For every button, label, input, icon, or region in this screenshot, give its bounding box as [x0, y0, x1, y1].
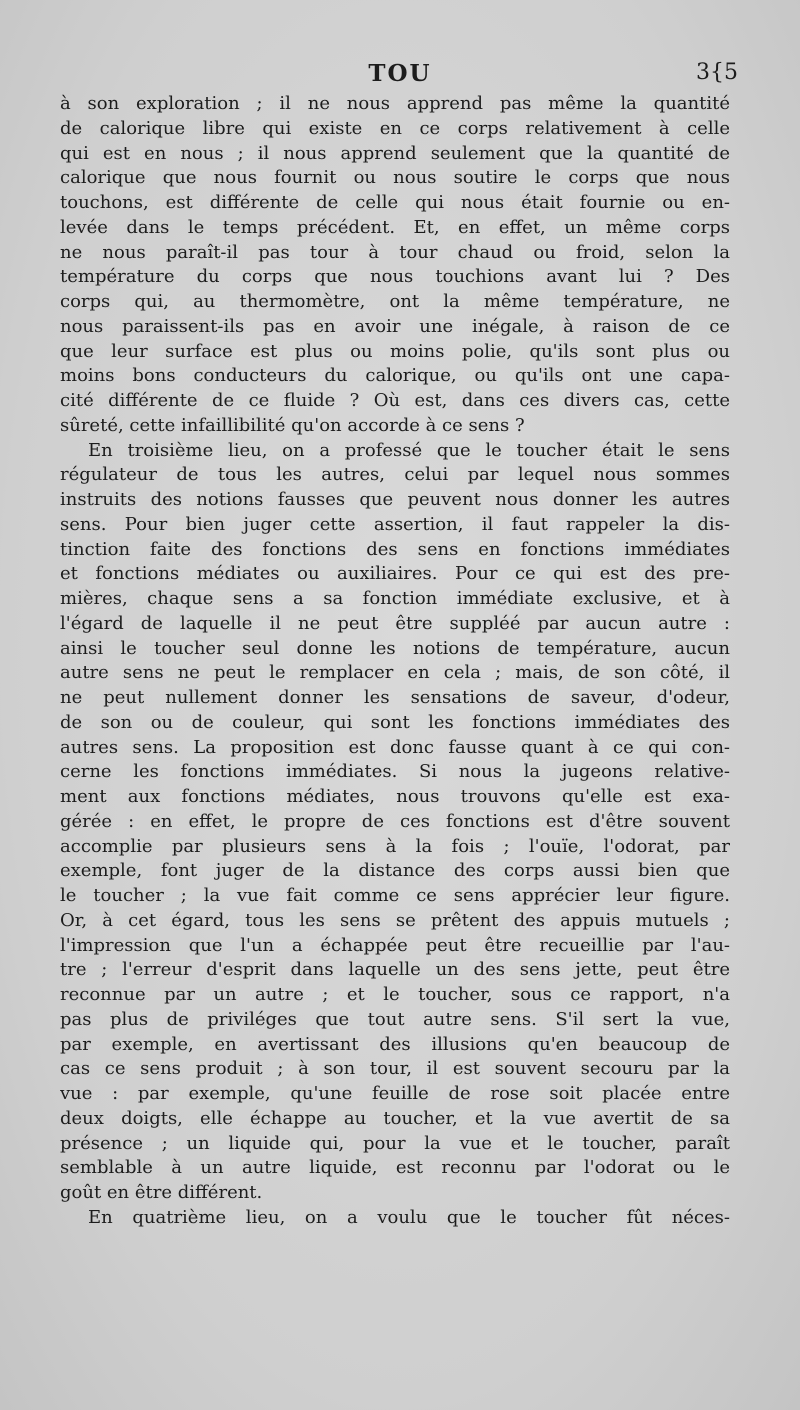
text-line: En quatrième lieu, on a voulu que le toucher fût néces- [88, 1206, 730, 1228]
text-line: que leur surface est plus ou moins polie, qu'ils sont plus ou [60, 340, 730, 362]
text-line: l'impression que l'un a échappée peut être recueillie par l'au- [60, 934, 730, 956]
text-line: cerne les fonctions immédiates. Si nous la jugeons relative- [60, 761, 730, 783]
text-line: En troisième lieu, on a professé que le toucher était le sens [88, 439, 730, 461]
text-line: par exemple, en avertissant des illusions qu'en beaucoup de [60, 1033, 730, 1055]
text-line: ne peut nullement donner les sensations de saveur, d'odeur, [60, 687, 730, 708]
text-line: sens. Pour bien juger cette assertion, il faut rappeler la dis- [60, 513, 730, 535]
text-line: tre ; l'erreur d'esprit dans laquelle un des sens jette, peut être [60, 959, 730, 981]
page-number: 3{5 [696, 60, 738, 85]
text-line: pas plus de priviléges que tout autre sens. S'il sert la vue, [60, 1008, 730, 1030]
text-line: de calorique libre qui existe en ce corps relativement à celle [60, 117, 730, 139]
running-head [60, 58, 740, 92]
text-line: Or, à cet égard, tous les sens se prêtent des appuis mutuels ; [60, 909, 730, 931]
text-line: moins bons conducteurs du calorique, ou qu'ils ont une capa- [60, 365, 730, 387]
text-line: accomplie par plusieurs sens à la fois ; l'ouïe, l'odorat, par [60, 835, 730, 857]
text-line: corps qui, au thermomètre, ont la même température, ne [60, 291, 730, 312]
text-line: ainsi le toucher seul donne les notions de température, aucun [60, 637, 730, 659]
text-line: qui est en nous ; il nous apprend seulement que la quantité de [60, 142, 730, 164]
text-line: nous paraissent-ils pas en avoir une inégale, à raison de ce [60, 315, 730, 337]
text-line: sûreté, cette infaillibilité qu'on accorde à ce sens ? [60, 414, 525, 436]
text-line: tinction faite des fonctions des sens en fonctions immédiates [60, 538, 730, 560]
text-line: à son exploration ; il ne nous apprend pas même la quantité [60, 93, 730, 114]
text-line: de son ou de couleur, qui sont les fonctions immédiates des [60, 711, 730, 733]
text-line: et fonctions médiates ou auxiliaires. Pour ce qui est des pre- [60, 563, 730, 585]
text-line: cas ce sens produit ; à son tour, il est souvent secouru par la [60, 1058, 730, 1080]
text-line: mières, chaque sens a sa fonction immédiate exclusive, et à [60, 588, 730, 609]
text-line: instruits des notions fausses que peuvent nous donner les autres [60, 489, 730, 510]
text-line: température du corps que nous touchions avant lui ? Des [60, 266, 730, 288]
text-line: ment aux fonctions médiates, nous trouvons qu'elle est exa- [60, 786, 730, 807]
text-line: levée dans le temps précédent. Et, en effet, un même corps [60, 216, 730, 238]
text-line: exemple, font juger de la distance des corps aussi bien que [60, 860, 730, 882]
text-line: calorique que nous fournit ou nous soutire le corps que nous [60, 167, 730, 189]
text-line: ne nous paraît-il pas tour à tour chaud ou froid, selon la [60, 241, 730, 263]
text-line: autre sens ne peut le remplacer en cela ; mais, de son côté, il [60, 662, 730, 684]
text-line: régulateur de tous les autres, celui par lequel nous sommes [60, 464, 730, 486]
text-line: semblable à un autre liquide, est reconnu par l'odorat ou le [60, 1157, 730, 1179]
text-line: l'égard de laquelle il ne peut être suppléé par aucun autre : [60, 612, 730, 634]
text-line: présence ; un liquide qui, pour la vue et le toucher, paraît [60, 1132, 730, 1154]
text-line: cité différente de ce fluide ? Où est, dans ces divers cas, cette [60, 390, 730, 411]
text-line: touchons, est différente de celle qui nous était fournie ou en- [60, 192, 730, 213]
text-line: gérée : en effet, le propre de ces fonctions est d'être souvent [60, 810, 730, 832]
text-line: deux doigts, elle échappe au toucher, et la vue avertit de sa [60, 1107, 730, 1129]
text-line: goût en être différent. [60, 1182, 263, 1203]
running-head-title: TOU [368, 60, 432, 87]
body-text [60, 92, 730, 1231]
text-line: reconnue par un autre ; et le toucher, sous ce rapport, n'a [60, 984, 730, 1005]
text-line: vue : par exemple, qu'une feuille de rose soit placée entre [60, 1083, 730, 1104]
text-line: autres sens. La proposition est donc fausse quant à ce qui con- [60, 736, 730, 758]
text-line: le toucher ; la vue fait comme ce sens apprécier leur figure. [60, 885, 730, 906]
